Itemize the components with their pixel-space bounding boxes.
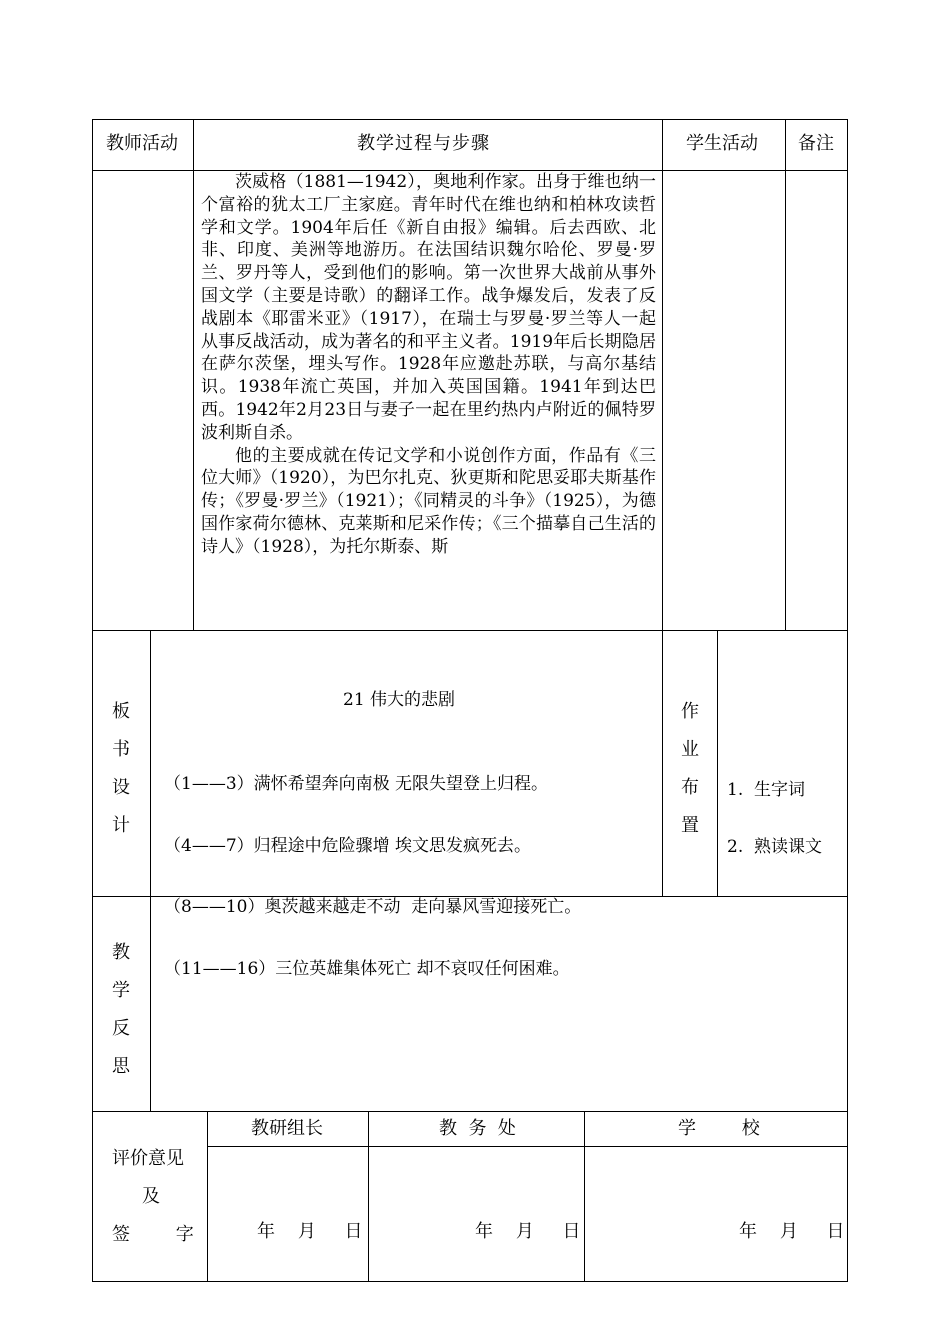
research-head-header: 教研组长 [251,1118,323,1139]
board-line: （1——3）满怀希望奔向南极 无限失望登上归程。 [164,774,549,794]
table-divider [717,630,718,896]
evaluation-label: 评价意见 [112,1148,184,1169]
table-divider [785,119,786,630]
board-line: （11——16）三位英雄集体死亡 却不哀叹任何困难。 [164,958,570,979]
board-outline [164,733,581,1000]
table-divider [92,1111,848,1112]
header-teacher-activity: 教师活动 [106,133,178,154]
evaluation-label-signature: 签 字 [112,1224,194,1245]
date-field: 年 月 日 [475,1221,581,1242]
homework-item: 1. 生字词 [727,780,806,800]
board-line: （8——10）奥茨越来越走不动 走向暴风雪迎接死亡。 [164,897,582,917]
table-border-left [92,119,93,1282]
works-paragraph: 他的主要成就在传记文学和小说创作方面，作品有《三位大师》（1920），为巴尔扎克、狄更斯和陀思妥耶夫斯基作传；《罗曼·罗兰》（1921）；《同精灵的斗争》（1925），为德国作家荷尔德林、克莱斯和尼采作传；《三个描摹自己生活的诗人》（1928），为托尔斯泰、斯 [201,445,656,557]
reflection-label: 教 学 反 思 [112,942,130,1077]
table-divider [207,1111,208,1281]
date-field: 年 月 日 [739,1221,845,1242]
academic-office-header: 教 务 处 [439,1118,516,1139]
table-border-right [847,119,848,1282]
evaluation-label-and: 及 [142,1186,160,1207]
author-bio-paragraph: 茨威格（1881—1942），奥地利作家。出身于维也纳一个富裕的犹太工厂主家庭。青年时代在维也纳和柏林攻读哲学和文学。1904年后任《新自由报》编辑。后去西欧、北非、印度、美洲等地游历。在法国结识魏尔哈伦、罗曼·罗兰、罗丹等人，受到他们的影响。第一次世界大战前从事外国文学（主要是诗歌）的翻译工作。战争爆发后，发表了反战剧本《耶雷米亚》（1917），在瑞士与罗曼·罗兰等人一起从事反战活动，成为著名的和平主义者。1919年后长期隐居在萨尔茨堡，埋头写作。1928年应邀赴苏联，与高尔基结识。1938年流亡英国，并加入英国国籍。1941年到达巴西。1942年2月23日与妻子一起在里约热内卢附近的佩特罗波利斯自杀。 [201,172,656,443]
header-notes: 备注 [798,133,834,154]
table-divider [193,119,194,630]
header-teaching-process: 教学过程与步骤 [357,133,490,154]
board-line: （4——7）归程途中危险骤增 埃文思发疯死去。 [164,835,532,856]
school-header: 学 校 [678,1118,760,1139]
board-design-label: 板 书 设 计 [112,701,130,836]
board-title: 21 伟大的悲剧 [343,690,456,710]
table-border-bottom [92,1281,848,1282]
table-divider [92,630,848,631]
homework-list [727,743,822,876]
lesson-content [201,171,656,559]
table-divider [368,1111,369,1281]
header-student-activity: 学生活动 [686,133,758,154]
homework-label: 作 业 布 置 [681,701,699,836]
table-divider [584,1111,585,1281]
table-divider [207,1146,848,1147]
table-border-top [92,119,848,120]
date-field: 年 月 日 [257,1221,363,1242]
table-divider [662,119,663,896]
homework-item: 2. 熟读课文 [727,837,823,857]
table-divider [150,630,151,1111]
